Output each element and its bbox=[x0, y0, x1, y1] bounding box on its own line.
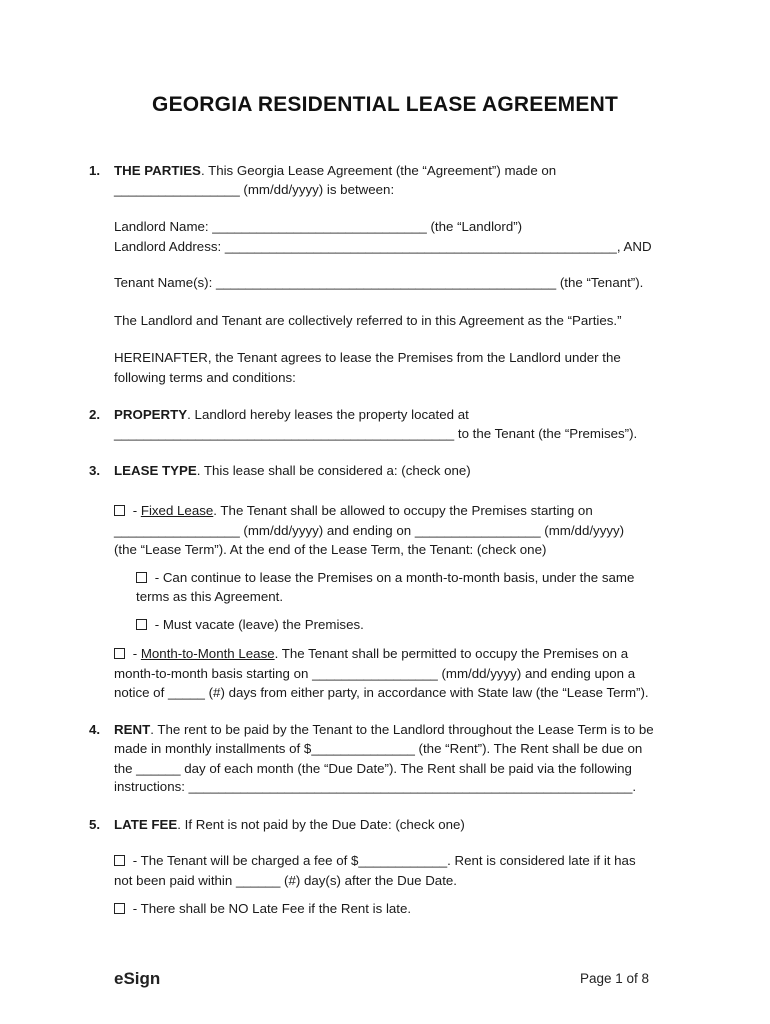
text: . The rent to be paid by the Tenant to the Landlord throughout the Lease Term is to be bbox=[150, 722, 654, 737]
section-5-intro bbox=[114, 817, 465, 832]
landlord-name-line: Landlord Name: _____________________________ (the “Landlord”) bbox=[114, 219, 523, 234]
section-number: 3. bbox=[89, 463, 101, 478]
section-3-intro bbox=[114, 463, 471, 478]
agreement-date-line: _________________ (mm/dd/yyyy) is between: bbox=[114, 182, 395, 197]
tenant-name-line: Tenant Name(s): ______________________________________________ (the “Tenant”). bbox=[114, 275, 644, 290]
section-heading: RENT bbox=[114, 722, 151, 737]
late-fee-option bbox=[114, 853, 636, 868]
late-fee-line-2: not been paid within ______ (#) day(s) after the Due Date. bbox=[114, 873, 457, 888]
section-1-intro bbox=[114, 163, 556, 178]
vacate-checkbox[interactable] bbox=[136, 619, 147, 630]
month-to-month-checkbox[interactable] bbox=[114, 648, 125, 659]
continue-lease-line-2: terms as this Agreement. bbox=[136, 589, 284, 604]
text: - Can continue to lease the Premises on a month-to-month basis, under the same bbox=[151, 570, 635, 585]
late-fee-checkbox[interactable] bbox=[114, 855, 125, 866]
hereinafter-line-2: following terms and conditions: bbox=[114, 370, 296, 385]
fixed-lease-option bbox=[114, 503, 593, 518]
text: - bbox=[129, 646, 141, 661]
text: . If Rent is not paid by the Due Date: (check one) bbox=[177, 817, 465, 832]
month-to-month-option bbox=[114, 646, 628, 661]
page-title: GEORGIA RESIDENTIAL LEASE AGREEMENT bbox=[152, 93, 618, 116]
text: . This Georgia Lease Agreement (the “Agreement”) made on bbox=[200, 163, 557, 178]
parties-paragraph: The Landlord and Tenant are collectively referred to in this Agreement as the “Parties.” bbox=[114, 313, 622, 328]
premises-line: ______________________________________________ to the Tenant (the “Premises”). bbox=[114, 426, 638, 441]
month-to-month-line-2: month-to-month basis starting on _________________ (mm/dd/yyyy) and ending upon a bbox=[114, 666, 636, 681]
section-heading: THE PARTIES bbox=[114, 163, 201, 178]
esign-logo: eSign bbox=[114, 969, 161, 988]
rent-due-date-line: the ______ day of each month (the “Due Date”). The Rent shall be paid via the following bbox=[114, 761, 632, 776]
month-to-month-label: Month-to-Month Lease bbox=[140, 646, 275, 661]
month-to-month-line-3: notice of _____ (#) days from either party, in accordance with State law (the “Lease Term”). bbox=[114, 685, 649, 700]
section-number: 5. bbox=[89, 817, 101, 832]
text: - Must vacate (leave) the Premises. bbox=[151, 617, 364, 632]
continue-lease-option bbox=[136, 570, 634, 585]
rent-instructions-line: instructions: ____________________________________________________________. bbox=[114, 779, 637, 794]
text: - The Tenant will be charged a fee of $____________. Rent is considered late if it has bbox=[129, 853, 636, 868]
text: . The Tenant shall be allowed to occupy the Premises starting on bbox=[213, 503, 593, 518]
no-late-fee-checkbox[interactable] bbox=[114, 903, 125, 914]
section-heading: LATE FEE bbox=[114, 817, 178, 832]
text: . This lease shall be considered a: (check one) bbox=[196, 463, 471, 478]
section-number: 1. bbox=[89, 163, 101, 178]
continue-lease-checkbox[interactable] bbox=[136, 572, 147, 583]
fixed-lease-dates-line: _________________ (mm/dd/yyyy) and ending on _________________ (mm/dd/yyyy) bbox=[114, 523, 625, 538]
hereinafter-line-1: HEREINAFTER, the Tenant agrees to lease the Premises from the Landlord under the bbox=[114, 350, 621, 365]
section-heading: PROPERTY bbox=[114, 407, 188, 422]
section-number: 2. bbox=[89, 407, 101, 422]
fixed-lease-label: Fixed Lease bbox=[140, 503, 214, 518]
fixed-lease-checkbox[interactable] bbox=[114, 505, 125, 516]
section-number: 4. bbox=[89, 722, 101, 737]
vacate-option bbox=[136, 617, 364, 632]
page-number: Page 1 of 8 bbox=[580, 971, 650, 986]
text: - bbox=[129, 503, 141, 518]
no-late-fee-option bbox=[114, 901, 411, 916]
section-4-intro bbox=[114, 722, 654, 737]
fixed-lease-term-line: (the “Lease Term”). At the end of the Lease Term, the Tenant: (check one) bbox=[114, 542, 547, 557]
section-heading: LEASE TYPE bbox=[114, 463, 197, 478]
landlord-address-line: Landlord Address: _____________________________________________________, AND bbox=[114, 239, 652, 254]
rent-installments-line: made in monthly installments of $______________ (the “Rent”). The Rent shall be due on bbox=[114, 741, 643, 756]
text: . Landlord hereby leases the property located at bbox=[187, 407, 469, 422]
section-2-intro bbox=[114, 407, 469, 422]
text: . The Tenant shall be permitted to occupy the Premises on a bbox=[274, 646, 629, 661]
text: - There shall be NO Late Fee if the Rent is late. bbox=[129, 901, 412, 916]
